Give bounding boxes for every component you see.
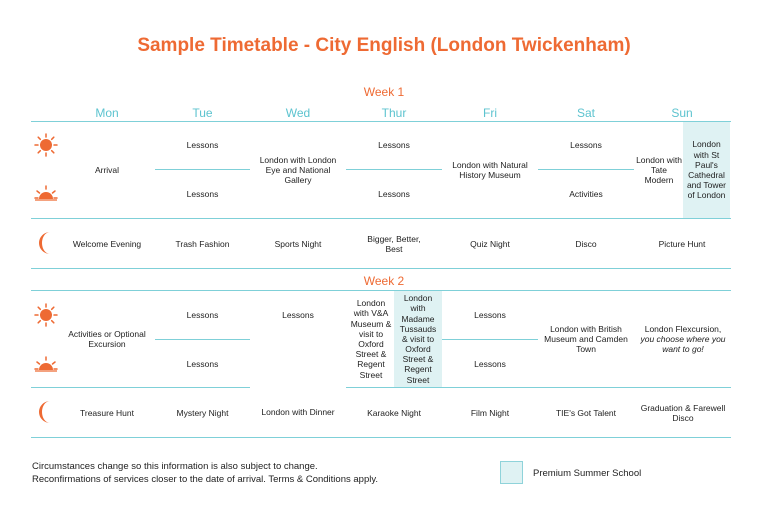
cell-w1-tue-pm: Lessons [186,189,219,200]
cell-w2-eve-fri: Film Night [470,407,510,418]
cell-w1-eve-tue: Trash Fashion [175,238,230,249]
footnote-line-1: Circumstances change so this information is also subject to change. [32,461,318,472]
cell-w1-fri: London with Natural History Museum [452,159,528,180]
day-wed: Wed [285,106,311,120]
cell-w2-eve-mon: Treasure Hunt [79,407,134,418]
divider [31,268,731,269]
day-tue: Tue [192,106,213,120]
cell-w1-thu-pm: Lessons [378,189,410,200]
sunset-icon [34,356,58,372]
cell-w2-eve-tue: Mystery Night [176,407,229,418]
cell-w1-thu-am: Lessons [378,140,410,151]
day-mon: Mon [95,106,119,120]
cell-w2-wed-am: Lessons [282,309,314,320]
footnote-line-2: Reconfirmations of services closer to the date of arrival. Terms & Conditions apply. [32,473,379,485]
cell-w1-sat-am: Lessons [570,140,602,151]
cell-w1-sun-b-premium: London with St Paul's Cathedral and Tower of London [683,122,730,218]
cell-w1-sun-a: London with Tate Modern [636,154,682,186]
legend-swatch [500,461,523,484]
cell-w2-eve-sat: TIE's Got Talent [555,407,617,418]
legend-label: Premium Summer School [533,468,642,479]
cell-w2-tue-am: Lessons [186,309,219,320]
cell-w2-thu-a: London with V&A Museum & visit to Oxford Street & Regent Street [350,298,392,380]
moon-icon [38,231,54,255]
cell-w2-tue-pm: Lessons [186,358,219,369]
cell-w1-eve-fri: Quiz Night [470,238,510,249]
week-1-label: Week 1 [363,85,405,99]
day-sun: Sun [671,106,693,120]
week-2-label: Week 2 [363,274,405,288]
cell-w1-eve-mon: Welcome Evening [72,238,142,249]
cell-w1-sat-pm: Activities [569,189,603,200]
sun-icon [34,303,58,327]
cell-w2-thu-b-premium: London with Madame Tussauds & visit to Oxford Street & Regent Street [394,291,442,387]
page-title: Sample Timetable - City English (London Twickenham) [137,35,631,56]
cell-w2-eve-thu: Karaoke Night [367,407,421,418]
cell-w1-mon: Arrival [94,164,120,175]
cell-w1-eve-sun: Picture Hunt [658,238,706,249]
day-sat: Sat [576,106,595,120]
cell-w2-fri-pm: Lessons [474,358,506,369]
cell-w1-eve-sat: Disco [575,238,597,249]
cell-w2-sun [636,291,730,387]
cell-w2-fri-am: Lessons [474,309,506,320]
sun-icon [34,133,58,157]
cell-w1-eve-thu: Bigger, Better, Best [367,233,421,254]
flexcursion-title: London Flexcursion, [644,323,722,334]
cell-w2-wed-pm: London with Dinner [261,407,335,418]
day-thur: Thur [381,106,407,120]
cell-w2-sat: London with British Museum and Camden Town [544,323,628,355]
cell-w1-tue-am: Lessons [186,140,219,151]
cell-w2-eve-sun: Graduation & Farewell Disco [640,402,726,423]
cell-w1-eve-wed: Sports Night [274,238,322,249]
day-fri: Fri [483,106,497,120]
sunset-icon [34,185,58,201]
cell-w2-mon: Activities or Optional Excursion [68,328,146,349]
cell-w1-wed: London with London Eye and National Gallery [259,154,337,186]
moon-icon [38,400,54,424]
divider [31,437,731,438]
flexcursion-note: you choose where you want to go! [640,333,726,355]
footnote [32,461,378,487]
